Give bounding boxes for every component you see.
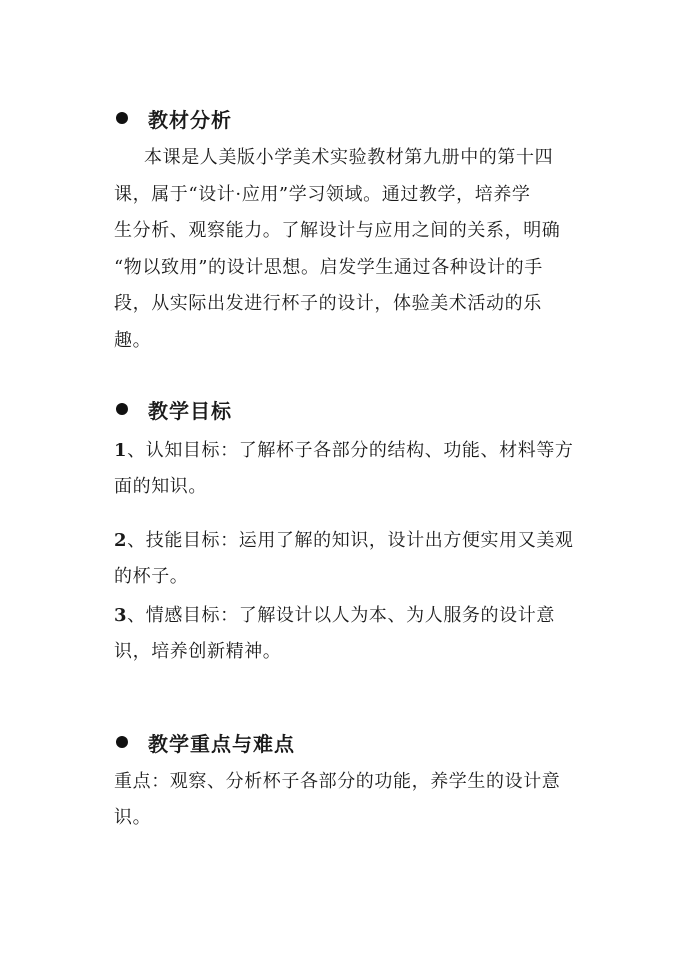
paragraph-line: 识。: [114, 807, 152, 828]
key-points-paragraph: [114, 764, 584, 836]
paragraph-line: 生分析、观察能力。了解设计与应用之间的关系，明确: [114, 220, 561, 241]
objective-item: [114, 598, 584, 670]
paragraph-line: 重点：观察、分析杯子各部分的功能，养学生的设计意: [114, 771, 561, 792]
item-text: 、情感目标：了解设计以人为本、为人服务的设计意: [127, 605, 555, 626]
objective-line: [114, 523, 584, 559]
paragraph-line: “物以致用”的设计思想。启发学生通过各种设计的手: [114, 256, 543, 278]
paragraph-line: 趣。: [114, 329, 152, 351]
objective-line: 的杯子。: [114, 566, 189, 587]
item-text: 、技能目标：运用了解的知识，设计出方便实用又美观: [127, 530, 574, 551]
paragraph-line: 段，从实际出发进行杯子的设计，体验美术活动的乐: [114, 293, 542, 314]
bullet-icon: [116, 403, 128, 415]
objective-line: 识，培养创新精神。: [114, 641, 282, 662]
objective-item: [114, 523, 584, 595]
heading-text: 教学目标: [148, 398, 232, 423]
objective-item: [114, 433, 584, 505]
bullet-icon: [116, 736, 128, 748]
heading-text: 教材分析: [148, 107, 232, 132]
objective-line: 面的知识。: [114, 476, 207, 497]
section-heading-objectives: [114, 395, 232, 423]
heading-text: 教学重点与难点: [148, 731, 295, 756]
item-text: 、认知目标：了解杯子各部分的结构、功能、材料等方: [127, 440, 574, 461]
section-heading-key-points: [114, 728, 295, 756]
analysis-paragraph: [114, 140, 584, 359]
bullet-icon: [116, 112, 128, 124]
item-number: 2: [114, 530, 128, 551]
section-heading-analysis: [114, 104, 232, 132]
objective-line: [114, 433, 584, 469]
paragraph-line: 课，属于“设计·应用”学习领域。通过教学，培养学: [114, 183, 531, 205]
item-number: 3: [114, 605, 128, 626]
paragraph-line: 本课是人美版小学美术实验教材第九册中的第十四: [144, 147, 554, 168]
item-number: 1: [114, 440, 128, 461]
objective-line: [114, 598, 584, 634]
